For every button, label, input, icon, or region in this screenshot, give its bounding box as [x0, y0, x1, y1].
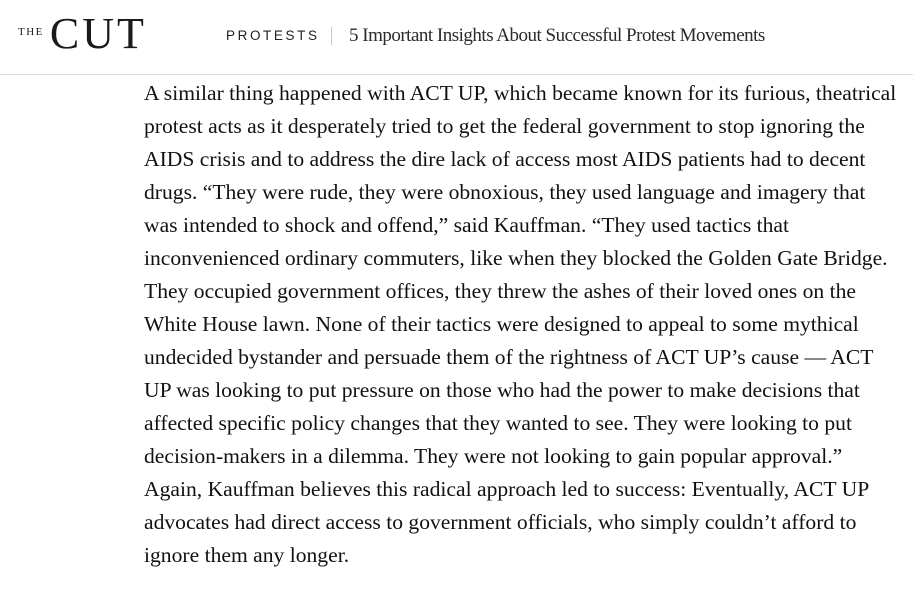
article-body	[144, 77, 904, 572]
header-divider	[331, 27, 332, 45]
logo-cut: CUT	[49, 9, 147, 58]
article-headline: 5 Important Insights About Successful Protest Movements	[349, 25, 765, 46]
section-link-protests[interactable]: PROTESTS	[226, 28, 320, 43]
article-paragraph: A similar thing happened with ACT UP, which became known for its furious, theatrical protest acts as it desperately tried to get the federal government to stop ignoring the AIDS crisis and to address the dire lack of access most AIDS patients had to decent drugs. “They were rude, they were obnoxious, they used language and imagery that was intended to shock and offend,” said Kauffman. “They used tactics that inconvenienced ordinary commuters, like when they blocked the Golden Gate Bridge. They occupied government offices, they threw the ashes of their loved ones on the White House lawn. None of their tactics were designed to appeal to some mythical undecided bystander and persuade them of the rightness of ACT UP’s cause — ACT UP was looking to put pressure on those who had the power to make decisions that affected specific policy changes that they wanted to see. They were looking to put decision-makers in a dilemma. They were not looking to gain popular approval.” Again, Kauffman believes this radical approach led to success: Eventually, ACT UP advocates had direct access to government officials, who simply couldn’t afford to ignore them any longer.	[144, 81, 897, 567]
site-logo[interactable]	[18, 9, 147, 58]
site-header	[0, 0, 913, 75]
logo-the: THE	[18, 26, 44, 38]
